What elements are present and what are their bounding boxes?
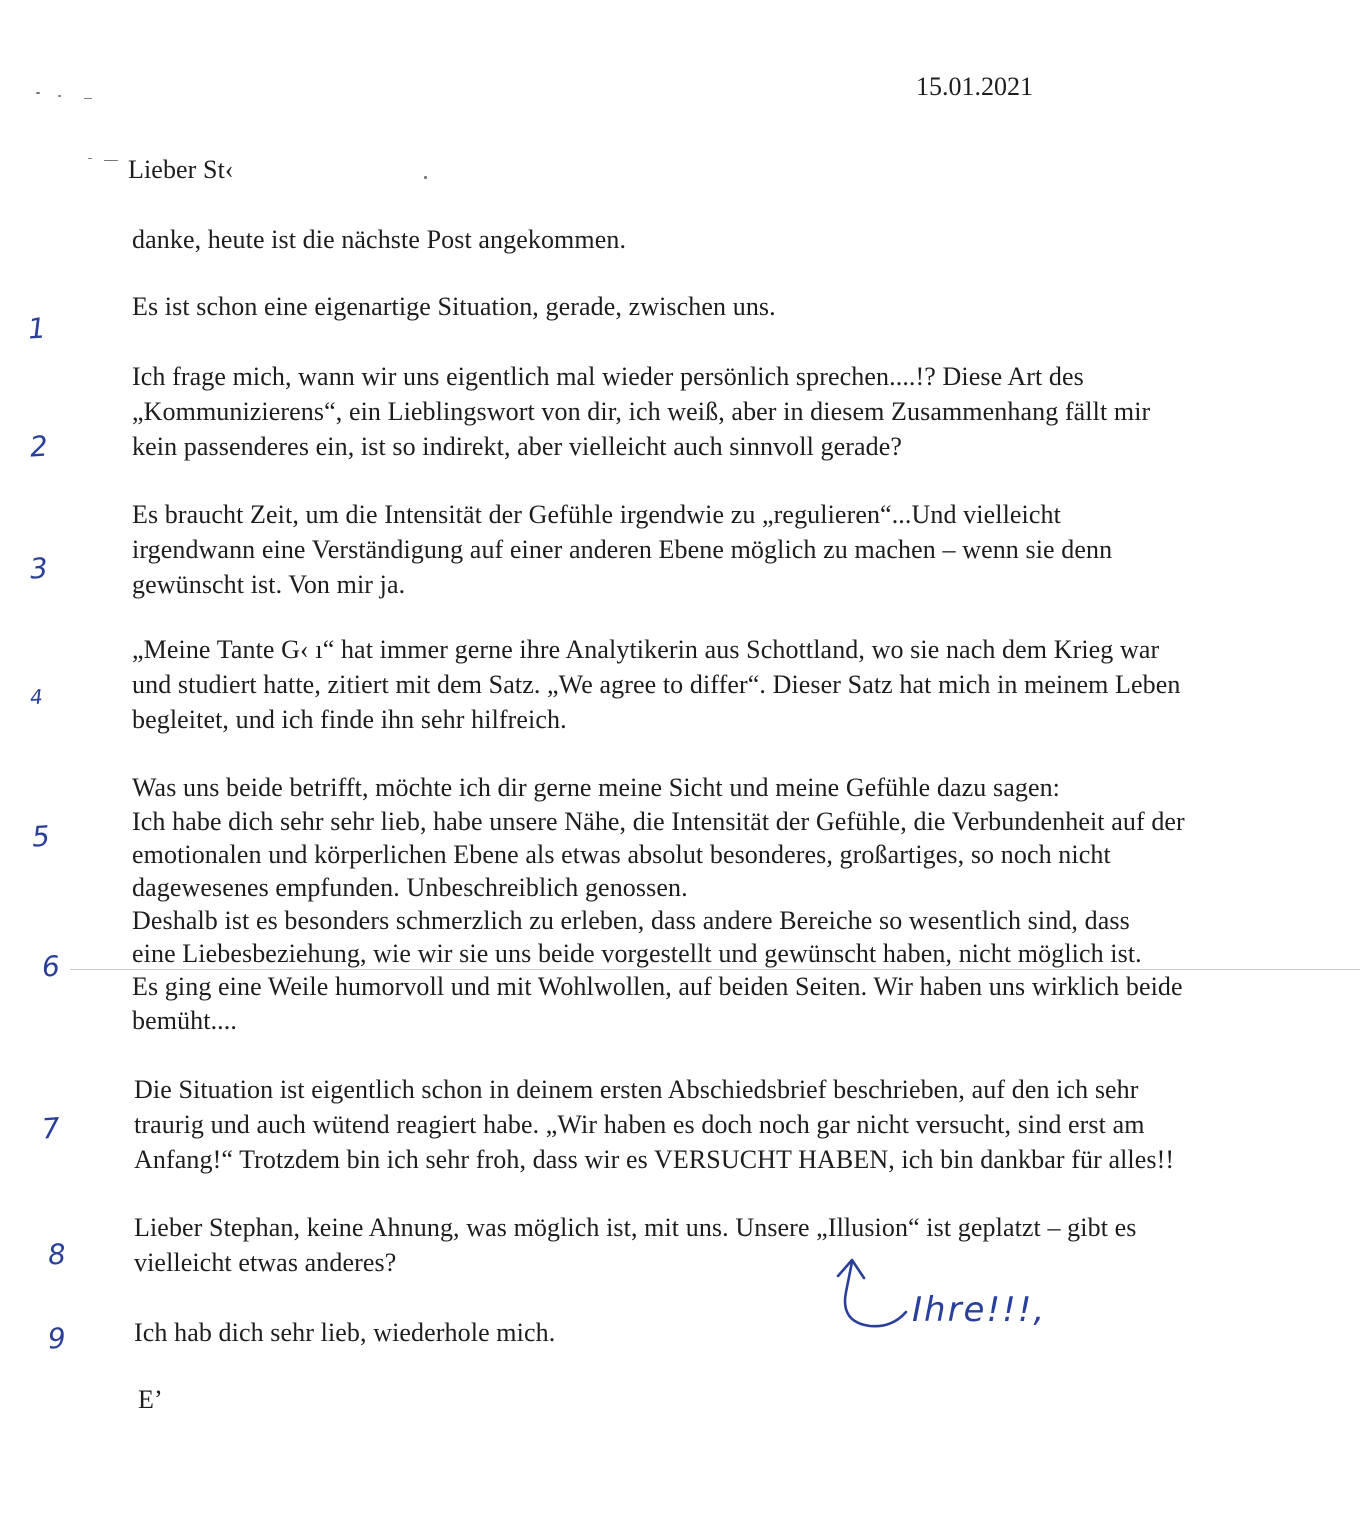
letter-line: begleitet, und ich finde ihn sehr hilfreich.	[132, 705, 567, 734]
margin-number: 3	[28, 551, 49, 586]
letter-line: kein passenderes ein, ist so indirekt, aber vielleicht auch sinnvoll gerade?	[132, 432, 903, 461]
letter-line: Anfang!“ Trotzdem bin ich sehr froh, dass wir es VERSUCHT HABEN, ich bin dankbar für alles!!	[134, 1145, 1175, 1174]
letter-line: vielleicht etwas anderes?	[134, 1248, 397, 1277]
letter-line: traurig und auch wütend reagiert habe. „Wir haben es doch noch gar nicht versucht, sind erst am	[134, 1110, 1145, 1139]
letter-line: Es ist schon eine eigenartige Situation, gerade, zwischen uns.	[132, 292, 776, 321]
letter-line: bemüht....	[132, 1006, 237, 1035]
letter-line: „Meine Tante G‹ ı“ hat immer gerne ihre Analytikerin aus Schottland, wo sie nach dem Krieg war	[132, 635, 1160, 664]
signature-initial: Eʼ	[138, 1385, 163, 1414]
letter-line: irgendwann eine Verständigung auf einer anderen Ebene möglich zu machen – wenn sie denn	[132, 535, 1113, 564]
letter-line: Was uns beide betrifft, möchte ich dir gerne meine Sicht und meine Gefühle dazu sagen:	[132, 773, 1061, 802]
margin-number: 9	[46, 1321, 67, 1356]
letter-line: eine Liebesbeziehung, wie wir sie uns beide vorgestellt und gewünscht haben, nicht möglich ist.	[132, 939, 1142, 968]
margin-number: 8	[46, 1237, 67, 1272]
letter-line: emotionalen und körperlichen Ebene als etwas absolut besonderes, großartiges, so noch nicht	[132, 840, 1111, 869]
letter-line: Es ging eine Weile humorvoll und mit Wohlwollen, auf beiden Seiten. Wir haben uns wirklich beide	[132, 972, 1183, 1001]
letter-line: gewünscht ist. Von mir ja.	[132, 570, 406, 599]
letter-line: Lieber Stephan, keine Ahnung, was möglich ist, mit uns. Unsere „Illusion“ ist geplatzt – gibt es	[134, 1213, 1137, 1242]
handwritten-note: Ihre!!!,	[912, 1290, 1047, 1330]
margin-number: 2	[28, 429, 49, 464]
letter-line: und studiert hatte, zitiert mit dem Satz. „We agree to differ“. Dieser Satz hat mich in meinem Leben	[132, 670, 1181, 699]
letter-line: dagewesenes empfunden. Unbeschreiblich genossen.	[132, 873, 688, 902]
margin-number: 4	[29, 684, 44, 710]
letter-line: danke, heute ist die nächste Post angekommen.	[132, 225, 627, 254]
margin-number: 5	[30, 819, 51, 854]
letter-date: 15.01.2021	[916, 72, 1033, 101]
letter-line: Ich habe dich sehr sehr lieb, habe unsere Nähe, die Intensität der Gefühle, die Verbundenheit auf der	[132, 807, 1185, 836]
letter-line: „Kommunizierens“, ein Lieblingswort von dir, ich weiß, aber in diesem Zusammenhang fällt mir	[132, 397, 1151, 426]
letter-line: Es braucht Zeit, um die Intensität der Gefühle irgendwie zu „regulieren“...Und vielleicht	[132, 500, 1061, 529]
letter-line: Ich frage mich, wann wir uns eigentlich mal wieder persönlich sprechen....!? Diese Art des	[132, 362, 1084, 391]
margin-number: 7	[40, 1111, 61, 1146]
letter-line: Deshalb ist es besonders schmerzlich zu erleben, dass andere Bereiche so wesentlich sind, dass	[132, 906, 1130, 935]
letter-line: Ich hab dich sehr lieb, wiederhole mich.	[134, 1318, 556, 1347]
salutation: Lieber St‹	[128, 155, 234, 184]
margin-number: 1	[26, 311, 47, 346]
margin-number: 6	[40, 949, 61, 984]
letter-line: Die Situation ist eigentlich schon in deinem ersten Abschiedsbrief beschrieben, auf den ich sehr	[134, 1075, 1139, 1104]
